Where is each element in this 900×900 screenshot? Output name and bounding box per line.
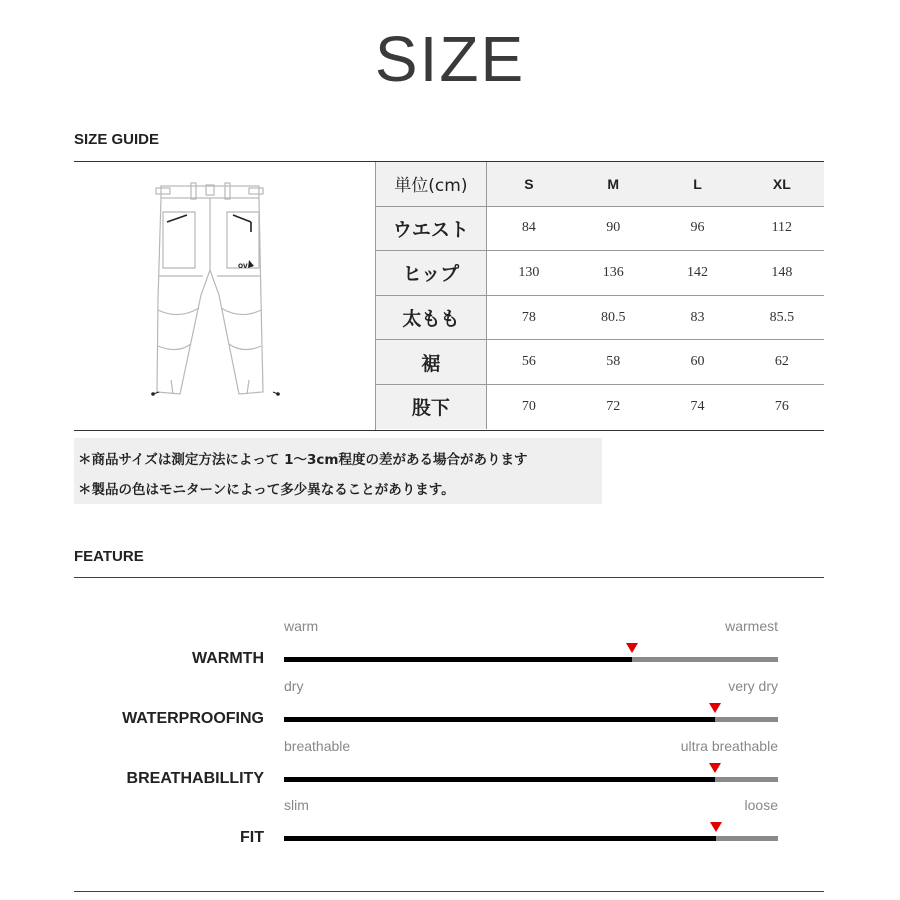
svg-text:OV: OV (238, 263, 248, 270)
feature-row-fit (74, 797, 824, 847)
level-track (284, 836, 778, 841)
table-row (376, 295, 824, 340)
scale-max-label: warmest (725, 618, 778, 634)
pants-illustration (74, 162, 376, 430)
size-guide-heading: SIZE GUIDE (74, 131, 160, 148)
table-cell: 70 (521, 398, 536, 414)
size-notes (74, 438, 602, 504)
level-marker-icon (709, 763, 721, 773)
scale-min-label: breathable (284, 738, 351, 754)
feature-label: WATERPROOFING (122, 710, 264, 727)
bottom-divider (74, 891, 824, 892)
scale-min-label: warm (284, 618, 319, 634)
size-table (376, 162, 824, 429)
level-track (284, 717, 778, 722)
scale-min-label: dry (284, 678, 304, 694)
size-header: S (486, 162, 571, 206)
table-row (376, 384, 824, 428)
table-cell: 142 (655, 251, 739, 296)
row-label: ウエスト (376, 206, 486, 251)
table-cell: 83 (655, 295, 739, 340)
size-table-section (74, 161, 824, 431)
page-title: SIZE (374, 23, 526, 95)
table-cell: 84 (486, 206, 571, 251)
table-row (376, 340, 824, 385)
scale-max-label: very dry (728, 678, 778, 694)
feature-row-warmth (74, 618, 824, 668)
table-cell: 130 (486, 251, 571, 296)
row-label: 太もも (376, 295, 486, 340)
table-row (376, 206, 824, 251)
table-cell: 90 (571, 206, 655, 251)
scale-min-label: slim (284, 797, 309, 813)
feature-row-breathability (74, 738, 824, 788)
row-label: ヒップ (376, 251, 486, 296)
size-header: XL (740, 162, 824, 206)
level-track (284, 777, 778, 782)
feature-heading: FEATURE (74, 548, 144, 565)
pants-drawing-icon (151, 180, 281, 412)
table-cell: 136 (571, 251, 655, 296)
feature-label: WARMTH (192, 650, 264, 667)
level-fill (284, 717, 715, 722)
table-cell: 112 (740, 206, 824, 251)
row-label: 裾 (376, 340, 486, 385)
feature-label: BREATHABILLITY (126, 770, 264, 787)
level-fill (284, 657, 632, 662)
table-cell: 74 (690, 398, 705, 414)
level-marker-icon (709, 703, 721, 713)
table-cell: 62 (740, 340, 824, 385)
table-cell: 78 (486, 295, 571, 340)
table-cell: 80.5 (571, 295, 655, 340)
row-label: 股下 (376, 384, 486, 428)
unit-label: 単位(cm) (376, 162, 486, 206)
table-row (376, 251, 824, 296)
level-marker-icon (626, 643, 638, 653)
table-cell: 85.5 (740, 295, 824, 340)
level-fill (284, 777, 715, 782)
feature-row-waterproofing (74, 678, 824, 728)
feature-label: FIT (240, 829, 264, 846)
table-cell: 148 (740, 251, 824, 296)
table-cell: 56 (486, 340, 571, 385)
table-cell: 60 (655, 340, 739, 385)
table-cell: 76 (774, 398, 789, 414)
note-measurement: ＊商品サイズは測定方法によって 1〜3cm程度の差がある場合があります (78, 452, 528, 468)
scale-max-label: loose (744, 797, 778, 813)
size-header: L (655, 162, 739, 206)
level-fill (284, 836, 716, 841)
table-cell: 96 (655, 206, 739, 251)
level-track (284, 657, 778, 662)
note-color: ＊製品の色はモニターンによって多少異なることがあります。 (78, 482, 455, 498)
size-header: M (571, 162, 655, 206)
level-marker-icon (710, 822, 722, 832)
table-cell: 58 (571, 340, 655, 385)
size-table-header (376, 162, 824, 206)
scale-max-label: ultra breathable (680, 738, 778, 754)
feature-divider (74, 577, 824, 578)
table-cell: 72 (606, 398, 621, 414)
